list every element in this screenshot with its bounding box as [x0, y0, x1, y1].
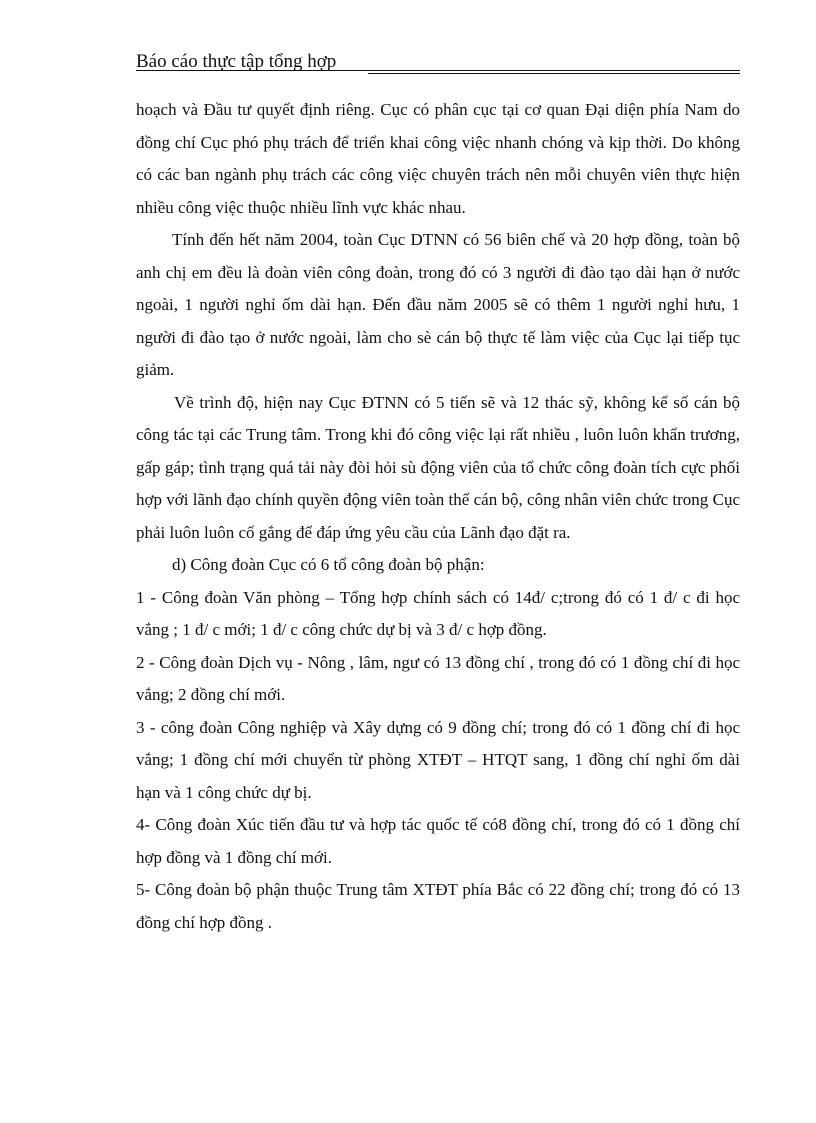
list-item: 3 - công đoàn Công nghiệp và Xây dựng có 9 đồng chí; trong đó có 1 đồng chí đi học vắng; 1 đồng chí mới chuyển từ phòng XTĐT – HTQT sang, 1 đồng chí nghỉ ốm dài hạn và 1 công chức dự bị. [136, 717, 740, 802]
header-title: Báo cáo thực tập tổng hợp [136, 51, 337, 72]
document-body [136, 94, 740, 939]
list-item: 1 - Công đoàn Văn phòng – Tổng hợp chính sách có 14đ/ c;trong đó có 1 đ/ c đi học vắng ; 1 đ/ c mới; 1 đ/ c công chức dự bị và 3 đ/ c hợp đồng. [136, 587, 740, 639]
paragraph-continued: hoạch và Đầu tư quyết định riêng. Cục có phân cục tại cơ quan Đại diện phía Nam do đồng chí Cục phó phụ trách để triển khai công việc nhanh chóng và kịp thời. Do không có các ban ngành phụ trách các công việc chuyên trách nên mỗi chuyên viên thực hiện nhiều công việc thuộc nhiều lĩnh vực khác nhau. [136, 100, 740, 217]
list-item: 2 - Công đoàn Dịch vụ - Nông , lâm, ngư có 13 đồng chí , trong đó có 1 đồng chí đi học vắng; 2 đồng chí mới. [136, 652, 740, 704]
list-item: 5- Công đoàn bộ phận thuộc Trung tâm XTĐT phía Bắc có 22 đồng chí; trong đó có 13 đồng chí hợp đồng . [136, 880, 740, 932]
paragraph-union-groups-heading: d) Công đoàn Cục có 6 tổ công đoàn bộ phận: [172, 555, 485, 574]
list-item: 4- Công đoàn Xúc tiến đầu tư và hợp tác quốc tế có8 đồng chí, trong đó có 1 đồng chí hợp đồng và 1 đồng chí mới. [136, 815, 740, 867]
paragraph-qualifications: Về trình độ, hiện nay Cục ĐTNN có 5 tiến sẽ và 12 thác sỹ, không kể số cán bộ công tác tại các Trung tâm. Trong khi đó công việc lại rất nhiều , luôn luôn khẩn trương, gấp gáp; tình trạng quá tải này đòi hỏi sù động viên của tổ chức công đoàn tích cực phối hợp với lãnh đạo chính quyền động viên toàn thể cán bộ, công nhân viên chức trong Cục phải luôn luôn cố gắng để đáp ứng yêu cầu của Lãnh đạo đặt ra. [136, 392, 740, 542]
page-header [136, 50, 740, 74]
header-rule-secondary [368, 73, 740, 74]
header-rule [136, 70, 740, 71]
paragraph-staff-count: Tính đến hết năm 2004, toàn Cục DTNN có 56 biên chế và 20 hợp đồng, toàn bộ anh chị em đều là đoàn viên công đoàn, trong đó có 3 người đi đào tạo dài hạn ở nước ngoài, 1 người nghỉ ốm dài hạn. Đến đầu năm 2005 sẽ có thêm 1 người nghỉ hưu, 1 người đi đào tạo ở nước ngoài, làm cho sè cán bộ thực tế làm việc của Cục lại tiếp tục giảm. [136, 230, 740, 379]
